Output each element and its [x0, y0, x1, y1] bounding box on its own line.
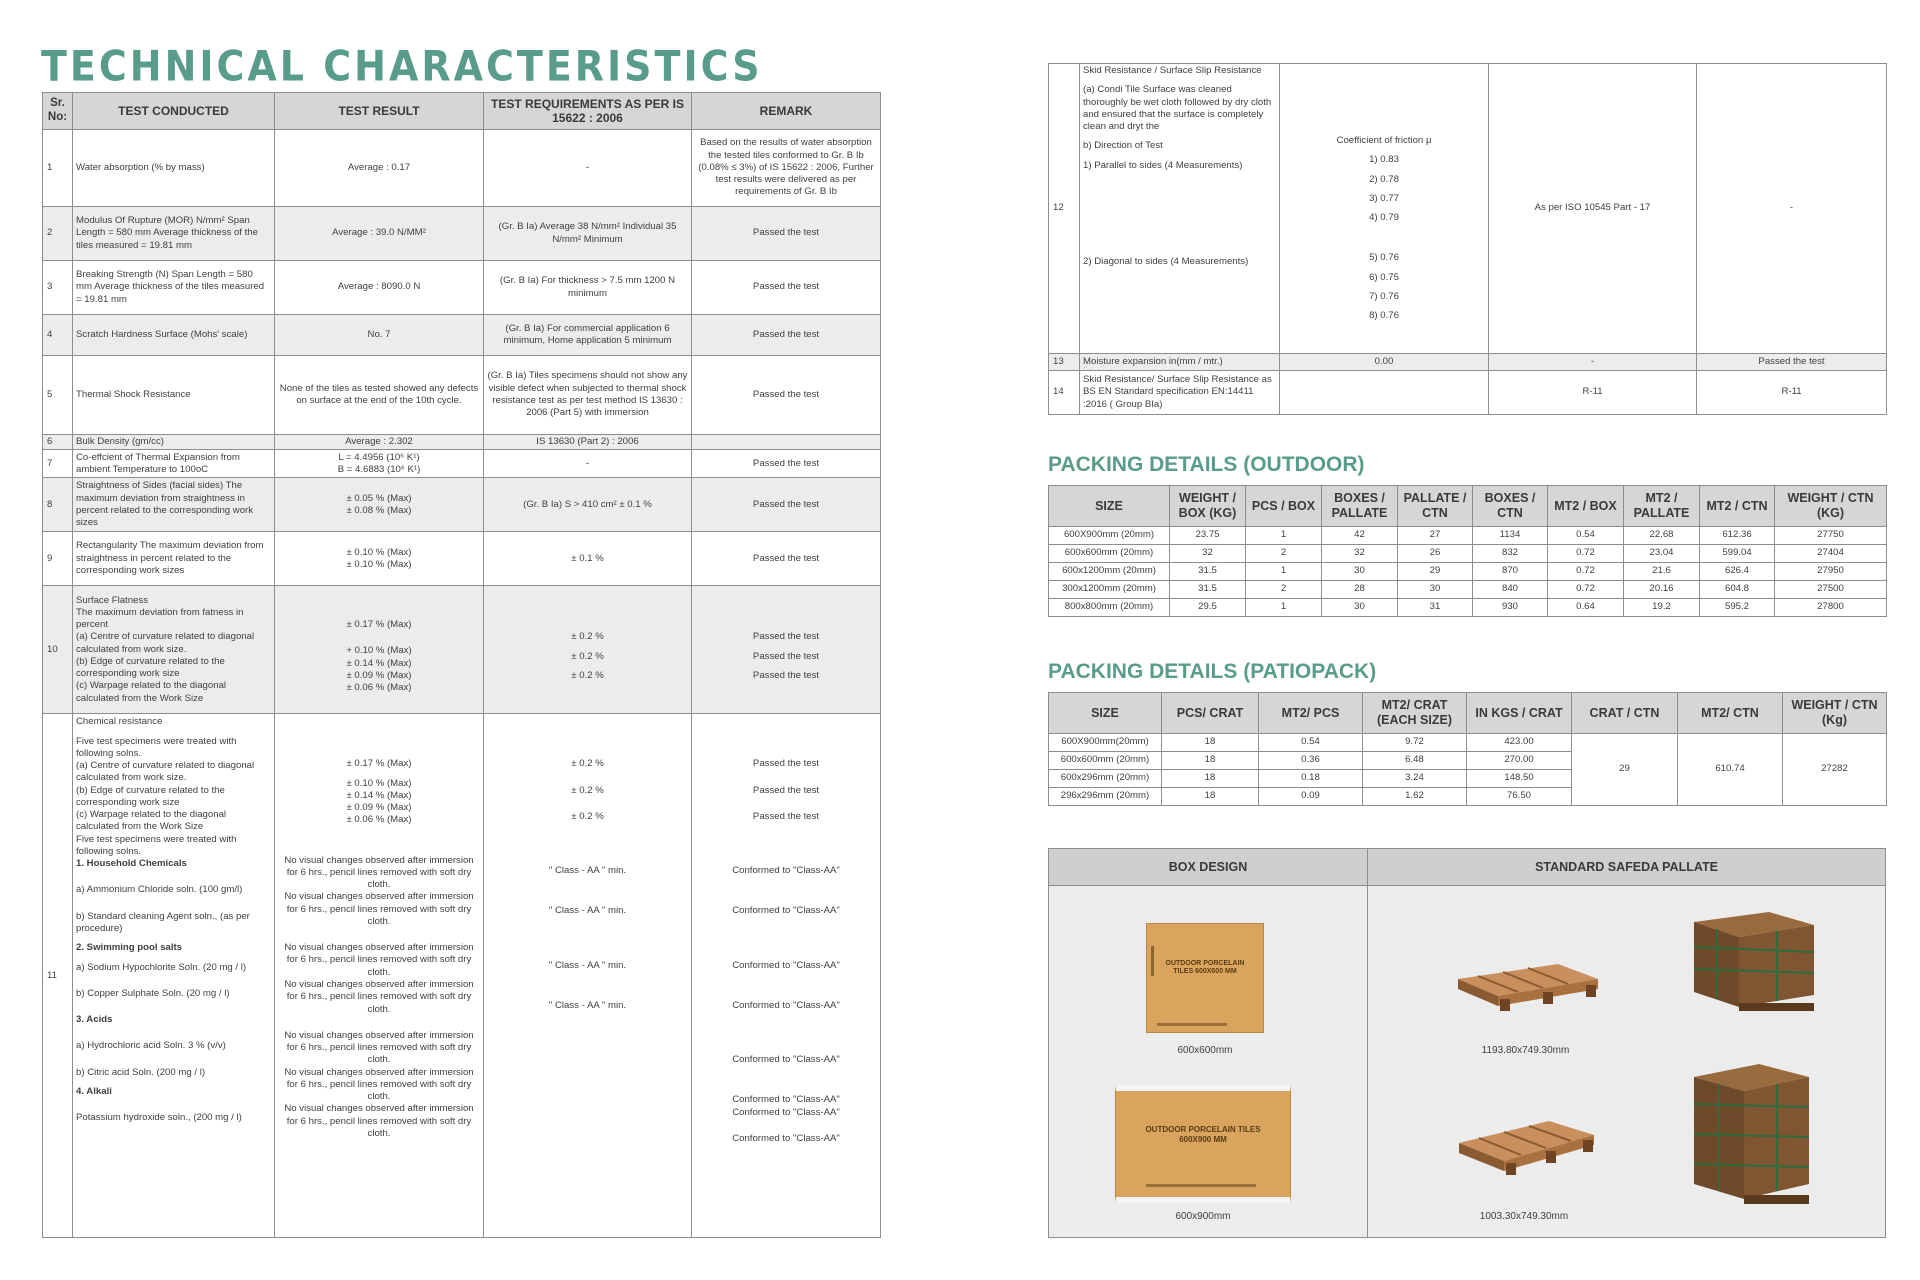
remark-line: Conformed to "Class-AA": [732, 1094, 840, 1106]
remark-line: Conformed to "Class-AA": [732, 905, 840, 917]
test-result: Average : 0.17: [275, 130, 484, 207]
test-line: b) Direction of Test: [1083, 140, 1163, 152]
test-requirement: (Gr. B Ia) Average 38 N/mm² Individual 35 N/mm² Minimum: [484, 207, 692, 261]
table-cell: 0.64: [1548, 599, 1624, 617]
table-row: [43, 315, 881, 356]
test-result: [1280, 371, 1489, 415]
result-line: ± 0.10 % (Max): [346, 558, 412, 570]
table-cell: 3.24: [1363, 770, 1467, 788]
requirement-line: " Class - AA " min.: [548, 905, 627, 917]
packaging-images-panel: [1048, 848, 1886, 1238]
result-line: + 0.10 % (Max): [346, 645, 412, 657]
requirement-line: ± 0.2 %: [571, 784, 604, 796]
test-conducted: Rectangularity The maximum deviation from straightness in percent related to the corresponding work sizes: [73, 532, 275, 586]
box-600x900-image: [1115, 1085, 1291, 1203]
measurement: 4) 0.79: [1369, 212, 1399, 224]
table-cell: 30: [1398, 581, 1473, 599]
sr-no: 3: [43, 261, 73, 315]
test-result: No. 7: [275, 315, 484, 356]
table-cell: 300x1200mm (20mm): [1049, 581, 1170, 599]
table-cell: 29.5: [1170, 599, 1246, 617]
page-title: TECHNICAL CHARACTERISTICS: [41, 42, 763, 91]
table-cell: 600X900mm (20mm): [1049, 527, 1170, 545]
table-row: [43, 714, 881, 1238]
table-cell: 18: [1162, 788, 1259, 806]
chemical-item: a) Sodium Hypochlorite Soln. (20 mg / l): [76, 961, 247, 973]
table-row: [1049, 371, 1887, 415]
table-cell: 31.5: [1170, 581, 1246, 599]
test-requirement: -: [484, 450, 692, 478]
table-cell: 1: [1246, 527, 1322, 545]
header-test: TEST CONDUCTED: [73, 93, 275, 130]
requirement-line: ± 0.2 %: [571, 758, 604, 770]
result-line: L = 4.4956 (10⁶ K¹): [338, 451, 420, 463]
test-conducted: Moisture expansion in(mm / mtr.): [1080, 354, 1280, 371]
sr-no: 9: [43, 532, 73, 586]
test-line: 2) Diagonal to sides (4 Measurements): [1083, 255, 1249, 267]
table-cell: 800x800mm (20mm): [1049, 599, 1170, 617]
result-line: ± 0.06 % (Max): [346, 814, 412, 826]
table-cell: 22.68: [1624, 527, 1700, 545]
requirement-line: ± 0.2 %: [571, 631, 604, 643]
table-row: [1049, 734, 1887, 752]
table-cell: 18: [1162, 770, 1259, 788]
test-line: The maximum deviation from fatness in percent: [76, 606, 244, 631]
test-result: None of the tiles as tested showed any defects on surface at the end of the 10th cycle.: [275, 356, 484, 435]
table-cell: 600X900mm(20mm): [1049, 734, 1162, 752]
table-cell: 27950: [1775, 563, 1887, 581]
print-strip: [1146, 1184, 1256, 1187]
result-line: No visual changes observed after immersion for 6 hrs., pencil lines removed with soft dry cloth.: [284, 854, 474, 891]
measurement: 7) 0.76: [1369, 290, 1399, 302]
table-cell: 21.6: [1624, 563, 1700, 581]
remark: Passed the test: [692, 356, 881, 435]
result-line: ± 0.10 % (Max): [346, 546, 412, 558]
test-requirement: [484, 714, 692, 1238]
result-line: ± 0.17 % (Max): [346, 758, 412, 770]
table-row: [43, 586, 881, 714]
box-600x900-caption: 600x900mm: [1175, 1211, 1231, 1222]
header-cell: WEIGHT / CTN (Kg): [1783, 693, 1887, 734]
sr-no: 5: [43, 356, 73, 435]
test-requirement: R-11: [1489, 371, 1697, 415]
result-line: B = 4.6883 (10⁶ K¹): [337, 463, 421, 475]
table-row: [43, 478, 881, 532]
table-row: [43, 450, 881, 478]
test-result: [275, 532, 484, 586]
sr-no: 10: [43, 586, 73, 714]
test-heading: Chemical resistance: [76, 716, 163, 728]
remark-line: Passed the test: [752, 758, 820, 770]
remark-line: Conformed to "Class-AA": [732, 999, 840, 1011]
table-row: [43, 435, 881, 450]
test-requirement: (Gr. B Ia) Tiles specimens should not show any visible defect when subjected to thermal shock resistance test as per test method IS 13630 : 2006 (Part 5) with immersion: [484, 356, 692, 435]
test-result: 0.00: [1280, 354, 1489, 371]
test-line: (a) Centre of curvature related to diagonal calculated from work size.: [76, 760, 255, 784]
table-row: [43, 130, 881, 207]
measurement: 3) 0.77: [1369, 192, 1399, 204]
table-row: [1049, 581, 1887, 599]
header-cell: BOXES / PALLATE: [1322, 486, 1398, 527]
test-requirement: IS 13630 (Part 2) : 2006: [484, 435, 692, 450]
test-line: (b) Edge of curvature related to the corresponding work size: [76, 784, 225, 808]
pallate-header: STANDARD SAFEDA PALLATE: [1368, 849, 1885, 886]
mt2-ctn-cell: 610.74: [1678, 734, 1783, 806]
sr-no: 4: [43, 315, 73, 356]
test-result: [275, 586, 484, 714]
box-design-header: BOX DESIGN: [1049, 849, 1367, 886]
measurement: 6) 0.75: [1369, 271, 1399, 283]
table-cell: 1: [1246, 563, 1322, 581]
header-cell: SIZE: [1049, 486, 1170, 527]
table-cell: 599.04: [1700, 545, 1775, 563]
table-cell: 1134: [1473, 527, 1548, 545]
result-line: ± 0.10 % (Max): [346, 777, 412, 789]
result-line: ± 0.06 % (Max): [346, 682, 412, 694]
print-strip: [1157, 1023, 1227, 1026]
chemical-item: b) Citric acid Soln. (200 mg / l): [76, 1066, 206, 1078]
table-row: [43, 207, 881, 261]
table-cell: 2: [1246, 581, 1322, 599]
table-row: [1049, 545, 1887, 563]
test-conducted: Thermal Shock Resistance: [73, 356, 275, 435]
chemical-group: 4. Alkali: [76, 1085, 112, 1097]
header-sr: Sr. No:: [43, 93, 73, 130]
table-cell: 23.75: [1170, 527, 1246, 545]
panel-divider: [1367, 849, 1368, 1237]
table-cell: 0.72: [1548, 545, 1624, 563]
header-cell: CRAT / CTN: [1572, 693, 1678, 734]
box-label: OUTDOOR PORCELAIN TILES 600X600 MM: [1165, 960, 1245, 976]
table-cell: 600x1200mm (20mm): [1049, 563, 1170, 581]
requirement-line: ± 0.2 %: [571, 810, 604, 822]
remark-line: Passed the test: [752, 669, 820, 681]
remark: Passed the test: [692, 450, 881, 478]
sr-no: 6: [43, 435, 73, 450]
table-cell: 6.48: [1363, 752, 1467, 770]
header-cell: SIZE: [1049, 693, 1162, 734]
table-cell: 604.8: [1700, 581, 1775, 599]
table-cell: 27: [1398, 527, 1473, 545]
result-line: No visual changes observed after immersion for 6 hrs., pencil lines removed with soft dry cloth.: [284, 978, 474, 1015]
table-cell: 600x296mm (20mm): [1049, 770, 1162, 788]
chemical-item: b) Copper Sulphate Soln. (20 mg / l): [76, 987, 230, 999]
test-conducted: Scratch Hardness Surface (Mohs' scale): [73, 315, 275, 356]
test-requirement: ± 0.1 %: [484, 532, 692, 586]
sr-no: 8: [43, 478, 73, 532]
remark: Passed the test: [1697, 354, 1887, 371]
table-row: [1049, 354, 1887, 371]
remark: Passed the test: [692, 315, 881, 356]
test-conducted: Co-effcient of Thermal Expansion from ambient Temperature to 100oC: [73, 450, 275, 478]
box-label: OUTDOOR PORCELAIN TILES 600X900 MM: [1145, 1125, 1261, 1144]
box-600x600-caption: 600x600mm: [1177, 1045, 1233, 1056]
header-cell: MT2 / PALLATE: [1624, 486, 1700, 527]
sr-no: 7: [43, 450, 73, 478]
header-cell: MT2 / BOX: [1548, 486, 1624, 527]
header-cell: MT2/ CRAT (EACH SIZE): [1363, 693, 1467, 734]
remark: Passed the test: [692, 532, 881, 586]
table-cell: 31: [1398, 599, 1473, 617]
table-cell: 20.16: [1624, 581, 1700, 599]
table-cell: 26: [1398, 545, 1473, 563]
header-cell: WEIGHT / BOX (KG): [1170, 486, 1246, 527]
crat-ctn-cell: 29: [1572, 734, 1678, 806]
test-requirement: (Gr. B Ia) For thickness > 7.5 mm 1200 N minimum: [484, 261, 692, 315]
test-requirement: (Gr. B Ia) S > 410 cm² ± 0.1 %: [484, 478, 692, 532]
test-conducted: [73, 586, 275, 714]
table-cell: 32: [1322, 545, 1398, 563]
test-conducted: Water absorption (% by mass): [73, 130, 275, 207]
result-line: ± 0.05 % (Max): [346, 492, 412, 504]
chemical-group: 3. Acids: [76, 1014, 113, 1026]
remark-line: Passed the test: [752, 784, 820, 796]
table-cell: 9.72: [1363, 734, 1467, 752]
crate-icon: [1689, 1059, 1814, 1209]
test-result: Average : 39.0 N/MM²: [275, 207, 484, 261]
box-600x600-image: [1146, 923, 1264, 1033]
table-cell: 870: [1473, 563, 1548, 581]
chemical-group: 1. Household Chemicals: [76, 858, 187, 870]
test-result: [1280, 64, 1489, 354]
requirement-line: " Class - AA " min.: [548, 999, 627, 1011]
test-line: (b) Edge of curvature related to the corresponding work size: [76, 655, 225, 680]
sr-no: 13: [1049, 354, 1080, 371]
table-cell: 30: [1322, 563, 1398, 581]
table-cell: 0.36: [1259, 752, 1363, 770]
header-cell: MT2 / CTN: [1700, 486, 1775, 527]
header-result: TEST RESULT: [275, 93, 484, 130]
remark: Based on the results of water absorption the tested tiles conformed to Gr. B Ib (0.08% ≤ 3%) of IS 15622 : 2006, Further test results were delivered as per requirements of Gr. B Ib: [692, 130, 881, 207]
table-cell: 1.62: [1363, 788, 1467, 806]
weight-ctn-cell: 27282: [1783, 734, 1887, 806]
table-cell: 27750: [1775, 527, 1887, 545]
test-line: (c) Warpage related to the diagonal calculated from the Work Size: [76, 809, 227, 833]
table-header-row: [1049, 693, 1887, 734]
wooden-pallet-icon: [1449, 1103, 1599, 1183]
requirement-line: " Class - AA " min.: [548, 959, 627, 971]
table-cell: 595.2: [1700, 599, 1775, 617]
table-cell: 930: [1473, 599, 1548, 617]
technical-characteristics-table: [42, 92, 881, 1238]
table-row: [1049, 527, 1887, 545]
remark: Passed the test: [692, 478, 881, 532]
table-cell: 27500: [1775, 581, 1887, 599]
table-cell: 0.72: [1548, 581, 1624, 599]
chemical-item: a) Hydrochloric acid Soln. 3 % (v/v): [76, 1040, 226, 1052]
test-requirement: (Gr. B Ia) For commercial application 6 minimum, Home application 5 minimum: [484, 315, 692, 356]
header-cell: PCS / BOX: [1246, 486, 1322, 527]
table-cell: 18: [1162, 734, 1259, 752]
requirement-line: " Class - AA " min.: [548, 865, 627, 877]
test-result: [275, 450, 484, 478]
header-requirements: TEST REQUIREMENTS AS PER IS 15622 : 2006: [484, 93, 692, 130]
test-conducted: [1080, 64, 1280, 354]
test-line: (a) Condi Tile Surface was cleaned thoroughly be wet cloth followed by dry cloth and ensured that the surface is completely clean and dryt the: [1083, 84, 1272, 133]
measurement: 2) 0.78: [1369, 173, 1399, 185]
table-cell: 423.00: [1467, 734, 1572, 752]
test-line: Five test specimens were treated with following solns.: [76, 735, 237, 759]
table-cell: 0.72: [1548, 563, 1624, 581]
table-cell: 2: [1246, 545, 1322, 563]
result-line: No visual changes observed after immersion for 6 hrs., pencil lines removed with soft dry cloth.: [284, 1066, 474, 1103]
table-cell: 0.18: [1259, 770, 1363, 788]
table-cell: 76.50: [1467, 788, 1572, 806]
test-conducted: Skid Resistance/ Surface Slip Resistance as BS EN Standard specification EN:14411 :2016 ( Group BIa): [1080, 371, 1280, 415]
result-line: No visual changes observed after immersion for 6 hrs., pencil lines removed with soft dry cloth.: [284, 1103, 474, 1139]
test-heading: Skid Resistance / Surface Slip Resistance: [1083, 65, 1262, 76]
test-result: Average : 8090.0 N: [275, 261, 484, 315]
result-line: ± 0.17 % (Max): [346, 619, 412, 631]
table-cell: 23.04: [1624, 545, 1700, 563]
remark-line: Conformed to "Class-AA": [732, 1106, 840, 1118]
test-requirement: As per ISO 10545 Part - 17: [1489, 64, 1697, 354]
table-header-row: [1049, 486, 1887, 527]
header-cell: BOXES / CTN: [1473, 486, 1548, 527]
chemical-item: a) Ammonium Chloride soln. (100 gm/l): [76, 884, 243, 896]
table-cell: 0.54: [1259, 734, 1363, 752]
sr-no: 11: [43, 714, 73, 1238]
test-conducted: [73, 714, 275, 1238]
remark-line: Conformed to "Class-AA": [732, 1132, 840, 1144]
remark: Passed the test: [692, 261, 881, 315]
remark: [692, 586, 881, 714]
crate-icon: [1689, 907, 1819, 1017]
test-result: Average : 2.302: [275, 435, 484, 450]
table-row: [43, 356, 881, 435]
test-requirement: [484, 586, 692, 714]
test-line: (a) Centre of curvature related to diagonal calculated from work size.: [76, 631, 255, 655]
header-cell: PALLATE / CTN: [1398, 486, 1473, 527]
table-cell: 19.2: [1624, 599, 1700, 617]
header-remark: REMARK: [692, 93, 881, 130]
result-line: ± 0.09 % (Max): [346, 802, 412, 814]
table-cell: 600x600mm (20mm): [1049, 545, 1170, 563]
result-line: No visual changes observed after immersion for 6 hrs., pencil lines removed with soft dry cloth.: [284, 942, 474, 978]
remark: R-11: [1697, 371, 1887, 415]
skid-resistance-table: [1048, 63, 1887, 415]
remark: -: [1697, 64, 1887, 354]
chemical-item: b) Standard cleaning Agent soln., (as per procedure): [76, 910, 250, 934]
outdoor-packing-table: [1048, 485, 1887, 617]
remark: Passed the test: [692, 207, 881, 261]
table-cell: 296x296mm (20mm): [1049, 788, 1162, 806]
table-cell: 0.54: [1548, 527, 1624, 545]
outdoor-packing-title: PACKING DETAILS (OUTDOOR): [1048, 453, 1365, 476]
test-line: Five test specimens were treated with following solns.: [76, 833, 237, 857]
table-cell: 832: [1473, 545, 1548, 563]
table-cell: 29: [1398, 563, 1473, 581]
result-line: No visual changes observed after immersion for 6 hrs., pencil lines removed with soft dry cloth.: [284, 1029, 474, 1066]
table-cell: 148.50: [1467, 770, 1572, 788]
sr-no: 12: [1049, 64, 1080, 354]
requirement-line: ± 0.2 %: [571, 650, 604, 662]
remark-line: Conformed to "Class-AA": [732, 865, 840, 877]
table-row: [1049, 563, 1887, 581]
result-line: ± 0.09 % (Max): [346, 669, 412, 681]
table-cell: 42: [1322, 527, 1398, 545]
table-cell: 270.00: [1467, 752, 1572, 770]
test-requirement: -: [1489, 354, 1697, 371]
test-conducted: Straightness of Sides (facial sides) The maximum deviation from straightness in percent related to the corresponding work sizes: [73, 478, 275, 532]
header-cell: MT2/ PCS: [1259, 693, 1363, 734]
table-row: [43, 261, 881, 315]
test-heading: Surface Flatness: [76, 594, 148, 606]
table-cell: 626.4: [1700, 563, 1775, 581]
coefficient-label: Coefficient of friction μ: [1336, 135, 1432, 146]
table-cell: 32: [1170, 545, 1246, 563]
table-row: [1049, 64, 1887, 354]
test-requirement: -: [484, 130, 692, 207]
remark-line: Conformed to "Class-AA": [732, 1054, 840, 1066]
remark: [692, 435, 881, 450]
table-cell: 1: [1246, 599, 1322, 617]
remark-line: Conformed to "Class-AA": [732, 959, 840, 971]
test-conducted: Bulk Density (gm/cc): [73, 435, 275, 450]
header-cell: PCS/ CRAT: [1162, 693, 1259, 734]
table-header-row: [43, 93, 881, 130]
table-cell: 612.36: [1700, 527, 1775, 545]
table-cell: 30: [1322, 599, 1398, 617]
remark: [692, 714, 881, 1238]
chemical-group: 2. Swimming pool salts: [76, 942, 183, 954]
table-row: [43, 532, 881, 586]
test-conducted: Breaking Strength (N) Span Length = 580 mm Average thickness of the tiles measured = 19.81 mm: [73, 261, 275, 315]
requirement-line: ± 0.2 %: [571, 669, 604, 681]
table-row: [1049, 599, 1887, 617]
sr-no: 2: [43, 207, 73, 261]
measurement: 5) 0.76: [1369, 252, 1399, 264]
header-cell: WEIGHT / CTN (KG): [1775, 486, 1887, 527]
table-cell: 27800: [1775, 599, 1887, 617]
table-cell: 28: [1322, 581, 1398, 599]
test-line: 1) Parallel to sides (4 Measurements): [1083, 159, 1243, 171]
remark-line: Passed the test: [752, 810, 820, 822]
pallet-1-caption: 1193.80x749.30mm: [1481, 1045, 1570, 1056]
header-cell: IN KGS / CRAT: [1467, 693, 1572, 734]
test-conducted: Modulus Of Rupture (MOR) N/mm² Span Length = 580 mm Average thickness of the tiles measured = 19.81 mm: [73, 207, 275, 261]
patiopack-packing-title: PACKING DETAILS (PATIOPACK): [1048, 660, 1377, 683]
test-result: [275, 714, 484, 1238]
pallet-2-caption: 1003.30x749.30mm: [1479, 1211, 1569, 1222]
result-line: No visual changes observed after immersion for 6 hrs., pencil lines removed with soft dry cloth.: [284, 891, 474, 927]
table-cell: 27404: [1775, 545, 1887, 563]
result-line: ± 0.14 % (Max): [346, 657, 412, 669]
table-cell: 31.5: [1170, 563, 1246, 581]
table-cell: 18: [1162, 752, 1259, 770]
patiopack-packing-table: [1048, 692, 1887, 806]
result-line: ± 0.14 % (Max): [346, 789, 412, 801]
wooden-pallet-icon: [1448, 944, 1603, 1019]
result-line: ± 0.08 % (Max): [346, 504, 412, 516]
header-cell: MT2/ CTN: [1678, 693, 1783, 734]
table-cell: 0.09: [1259, 788, 1363, 806]
barcode-mark: [1151, 946, 1154, 976]
sr-no: 14: [1049, 371, 1080, 415]
chemical-item: Potassium hydroxide soln., (200 mg / l): [76, 1112, 242, 1124]
remark-line: Passed the test: [752, 631, 820, 643]
test-line: (c) Warpage related to the diagonal calculated from the Work Size: [76, 680, 227, 704]
table-cell: 600x600mm (20mm): [1049, 752, 1162, 770]
test-result: [275, 478, 484, 532]
sr-no: 1: [43, 130, 73, 207]
remark-line: Passed the test: [752, 650, 820, 662]
table-cell: 840: [1473, 581, 1548, 599]
measurement: 1) 0.83: [1369, 154, 1399, 166]
measurement: 8) 0.76: [1369, 310, 1399, 322]
